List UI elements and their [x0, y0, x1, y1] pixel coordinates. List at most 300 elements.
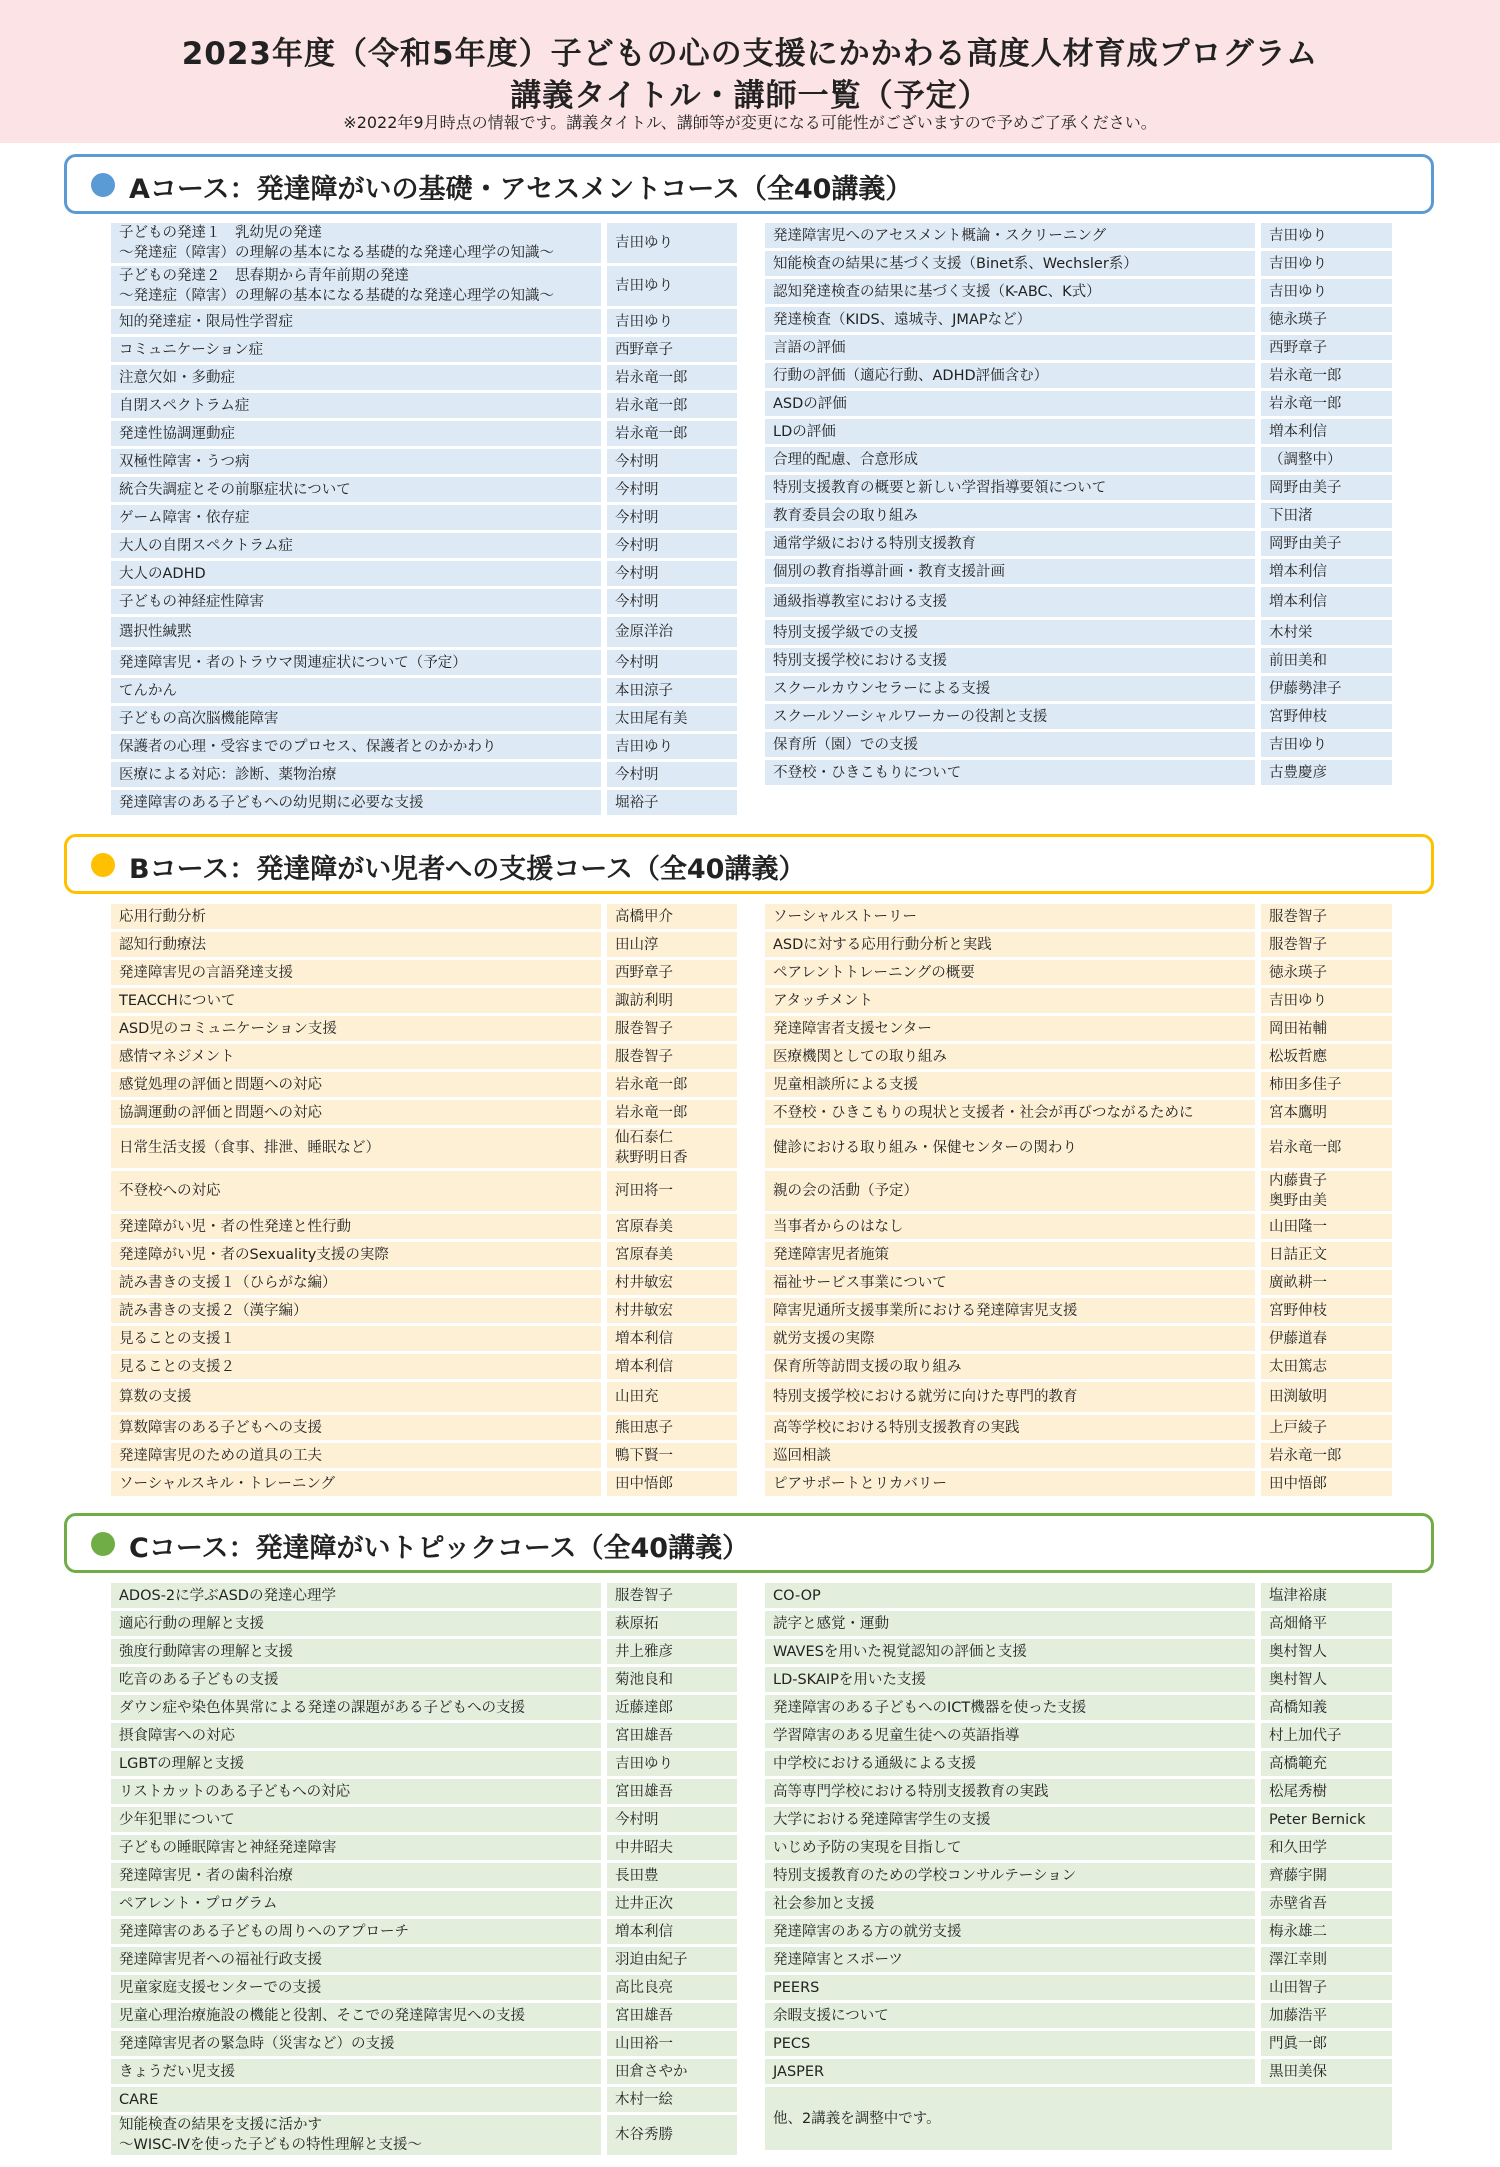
lecturer-name [607, 1835, 737, 1860]
lecturer-name-line: 吉田ゆり [615, 313, 673, 330]
lecture-title [111, 1326, 601, 1351]
lecturer-name-line: 田渕敏明 [1269, 1389, 1327, 1405]
lecturer-name [607, 617, 737, 647]
lecture-row [111, 932, 737, 957]
lecture-title [765, 1975, 1255, 2000]
course-b-left-table [111, 904, 737, 1496]
lecture-title-line: 知的発達症・限局性学習症 [119, 313, 293, 330]
lecture-title-line: 通級指導教室における支援 [773, 594, 947, 610]
lecture-title-line: LDの評価 [773, 423, 836, 440]
lecture-title-line: 合理的配慮、合意形成 [773, 451, 918, 468]
lecturer-name [607, 533, 737, 558]
lecture-title [765, 648, 1255, 673]
lecture-title-line: 子どもの高次脳機能障害 [119, 710, 279, 727]
lecture-row [111, 1695, 737, 1720]
lecturer-name-line: 梅永雄二 [1269, 1923, 1327, 1940]
lecture-title-line: 高等学校における特別支援教育の実践 [773, 1419, 1020, 1436]
lecture-title [765, 1443, 1255, 1468]
lecture-title-line: 巡回相談 [773, 1447, 831, 1464]
lecturer-name [607, 1100, 737, 1125]
lecturer-name [1261, 932, 1392, 957]
lecture-title-line: 自閉スペクトラム症 [119, 397, 250, 414]
lecture-title-line: 発達障害児者への福祉行政支援 [119, 1951, 322, 1968]
lecture-row [765, 1326, 1392, 1351]
lecturer-name [607, 421, 737, 446]
lecture-title-line: 児童心理治療施設の機能と役割、そこでの発達障害児への支援 [119, 2007, 525, 2024]
lecturer-name-line: 岩永竜一郎 [615, 1104, 688, 1121]
lecture-title-line: 保護者の心理・受容までのプロセス、保護者とのかかわり [119, 738, 497, 755]
lecture-title-line: 発達障害児者の緊急時（災害など）の支援 [119, 2035, 395, 2052]
lecture-title [111, 706, 601, 731]
lecture-title-line: 大人のADHD [119, 565, 206, 582]
lecture-row [765, 1919, 1392, 1944]
lecture-title-line: 中学校における通級による支援 [773, 1755, 976, 1772]
lecturer-name [1261, 391, 1392, 416]
lecturer-name [1261, 223, 1392, 248]
lecturer-name [1261, 1270, 1392, 1295]
lecture-row [111, 678, 737, 703]
lecture-title-line: ピアサポートとリカバリー [773, 1475, 947, 1492]
lecture-row [111, 762, 737, 787]
lecture-row [111, 266, 737, 306]
lecture-row [765, 1471, 1392, 1496]
lecturer-name-line: 内藤貴子 [1269, 1173, 1327, 1189]
lecturer-name [1261, 1695, 1392, 1720]
lecturer-name [607, 1270, 737, 1295]
lecture-row [111, 1835, 737, 1860]
lecturer-name-line: 岡野由美子 [1269, 535, 1342, 552]
lecture-title-line: 余暇支援について [773, 2007, 889, 2024]
lecture-title [111, 266, 601, 306]
lecturer-name-line: 宮田雄吾 [615, 2007, 673, 2024]
lecture-title [765, 1863, 1255, 1888]
lecturer-name [607, 762, 737, 787]
lecture-title [765, 1667, 1255, 1692]
lecturer-name-line: 奥村智人 [1269, 1643, 1327, 1660]
lecture-title-line: 言語の評価 [773, 339, 846, 356]
lecture-title-line: 読字と感覚・運動 [773, 1615, 889, 1632]
lecture-title [111, 421, 601, 446]
lecturer-name-line: 吉田ゆり [615, 278, 673, 294]
lecturer-name [1261, 1863, 1392, 1888]
lecture-title [765, 1354, 1255, 1379]
lecture-row [765, 1891, 1392, 1916]
lecturer-name-line: 奥村智人 [1269, 1671, 1327, 1688]
lecturer-name-line: 田倉さやか [615, 2063, 688, 2080]
lecture-title [765, 307, 1255, 332]
lecturer-name [1261, 419, 1392, 444]
lecture-row [111, 1863, 737, 1888]
lecture-title [111, 988, 601, 1013]
lecture-row [111, 1779, 737, 1804]
lecturer-name [607, 2031, 737, 2056]
lecturer-name [1261, 676, 1392, 701]
lecture-title-line: 子どもの発達２ 思春期から青年前期の発達 [119, 268, 409, 284]
lecturer-name [1261, 1382, 1392, 1412]
lecturer-name [607, 1695, 737, 1720]
lecturer-name [1261, 1919, 1392, 1944]
lecture-row [765, 1863, 1392, 1888]
lecture-title-line: 発達障害者支援センター [773, 1020, 932, 1037]
lecture-title-line: 読み書きの支援１（ひらがな編） [119, 1274, 337, 1291]
lecture-title [111, 1611, 601, 1636]
lecture-title [765, 475, 1255, 500]
course-a-right-table [765, 223, 1392, 785]
lecturer-name [1261, 1835, 1392, 1860]
lecturer-name [607, 589, 737, 614]
lecture-title [765, 251, 1255, 276]
lecture-row [765, 335, 1392, 360]
lecturer-name [1261, 1072, 1392, 1097]
lecture-row [111, 2059, 737, 2084]
lecture-title [111, 2003, 601, 2028]
lecturer-name-line: 堀裕子 [615, 794, 659, 811]
lecture-title [111, 1128, 601, 1168]
lecture-title [765, 1298, 1255, 1323]
lecture-title-line: 少年犯罪について [119, 1811, 235, 1828]
lecture-title-line: JASPER [773, 2063, 825, 2080]
lecturer-name [1261, 704, 1392, 729]
lecture-row [111, 1298, 737, 1323]
lecture-title [765, 1751, 1255, 1776]
lecture-title-line: 統合失調症とその前駆症状について [119, 481, 351, 498]
lecturer-name [1261, 1415, 1392, 1440]
lecture-title-line: ASDの評価 [773, 395, 847, 412]
lecture-title-line: 適応行動の理解と支援 [119, 1615, 264, 1632]
lecturer-name-line: 菊池良和 [615, 1671, 673, 1688]
lecture-title-line: PEERS [773, 1979, 820, 1996]
lecture-title-line: アタッチメント [773, 992, 873, 1009]
lecture-title [111, 1863, 601, 1888]
lecture-row [111, 533, 737, 558]
lecture-title [111, 1947, 601, 1972]
lecture-row [765, 475, 1392, 500]
lecturer-name [607, 650, 737, 675]
lecturer-name-line: 山田裕一 [615, 2035, 673, 2052]
lecture-row [765, 391, 1392, 416]
lecturer-name-line: 西野章子 [1269, 339, 1327, 356]
lecture-title [111, 1171, 601, 1211]
lecture-row [765, 1975, 1392, 2000]
lecturer-name [1261, 1326, 1392, 1351]
course-b-right-table [765, 904, 1392, 1496]
lecturer-name [1261, 1583, 1392, 1608]
lecture-title-line: スクールソーシャルワーカーの役割と支援 [773, 708, 1048, 725]
lecturer-name-line: 村上加代子 [1269, 1727, 1342, 1744]
lecture-title-line: 認知発達検査の結果に基づく支援（K-ABC、K式） [773, 283, 1101, 300]
lecture-title-line: LD-SKAIPを用いた支援 [773, 1671, 926, 1688]
lecture-title-line: 発達障害のある方の就労支援 [773, 1923, 962, 1940]
lecture-title [765, 620, 1255, 645]
lecture-row [111, 1016, 737, 1041]
lecture-title [111, 309, 601, 334]
course-c-left-table [111, 1583, 737, 2155]
lecture-title-line: 個別の教育指導計画・教育支援計画 [773, 563, 1005, 580]
lecturer-name-line: 服巻智子 [1269, 936, 1327, 953]
lecture-title [765, 1807, 1255, 1832]
lecturer-name-line: 増本利信 [615, 1923, 673, 1940]
lecturer-name-line: 吉田ゆり [1269, 227, 1327, 244]
lecture-title [111, 1354, 601, 1379]
lecture-row [111, 1171, 737, 1211]
lecture-title-line: 大人の自閉スペクトラム症 [119, 537, 293, 554]
lecture-title [111, 1667, 601, 1692]
lecture-title-line: 発達障害児者施策 [773, 1246, 889, 1263]
lecture-row [111, 1242, 737, 1267]
lecture-title [111, 477, 601, 502]
lecturer-name-line: 近藤達郎 [615, 1699, 673, 1716]
lecture-row [765, 279, 1392, 304]
lecture-title-line: PECS [773, 2035, 811, 2052]
lecture-row [765, 932, 1392, 957]
lecture-row [111, 1326, 737, 1351]
lecture-row [765, 1382, 1392, 1412]
lecturer-name [1261, 988, 1392, 1013]
lecture-title [765, 1128, 1255, 1168]
lecture-title-line: 医療機関としての取り組み [773, 1048, 947, 1065]
lecture-title [111, 1471, 601, 1496]
lecture-title [111, 617, 601, 647]
lecture-row [765, 1695, 1392, 1720]
lecturer-name-line: 吉田ゆり [1269, 736, 1327, 753]
lecture-title-line: 知能検査の結果を支援に活かす [119, 2117, 322, 2133]
circle-icon [91, 173, 115, 197]
lecture-row [765, 447, 1392, 472]
lecturer-name [607, 1415, 737, 1440]
lecture-row [765, 1583, 1392, 1608]
lecturer-name-line: 今村明 [615, 481, 659, 498]
lecturer-name [1261, 279, 1392, 304]
lecture-row [111, 1382, 737, 1412]
lecturer-name-line: 井上雅彦 [615, 1643, 673, 1660]
lecture-title [765, 1695, 1255, 1720]
lecture-title [765, 1919, 1255, 1944]
lecture-row [765, 732, 1392, 757]
lecturer-name [1261, 475, 1392, 500]
lecture-title [111, 1270, 601, 1295]
lecturer-name-line: 増本利信 [615, 1358, 673, 1375]
lecture-row [111, 650, 737, 675]
lecture-title [765, 2087, 1392, 2150]
lecturer-name-line: 今村明 [615, 509, 659, 526]
lecture-title [111, 365, 601, 390]
lecture-title-line: 特別支援学校における支援 [773, 652, 947, 669]
lecture-title [765, 1471, 1255, 1496]
lecturer-name [1261, 1975, 1392, 2000]
lecture-title-line: 子どもの発達１ 乳幼児の発達 [119, 225, 322, 241]
lecturer-name [1261, 503, 1392, 528]
lecturer-name-line: 中井昭夫 [615, 1839, 673, 1856]
lecturer-name [1261, 1242, 1392, 1267]
lecture-row [765, 1242, 1392, 1267]
lecture-title [765, 363, 1255, 388]
lecture-title-line: 特別支援学校における就労に向けた専門的教育 [773, 1389, 1078, 1405]
lecture-title [765, 223, 1255, 248]
lecturer-name [1261, 1639, 1392, 1664]
lecturer-name-line: 今村明 [615, 1811, 659, 1828]
lecture-row [765, 2003, 1392, 2028]
lecture-row [111, 1354, 737, 1379]
lecturer-name [607, 1751, 737, 1776]
lecture-title-line: 発達検査（KIDS、遠城寺、JMAPなど） [773, 311, 1032, 328]
lecture-row [111, 1128, 737, 1168]
lecturer-name [1261, 1443, 1392, 1468]
page-title: 2023年度（令和5年度）子どもの心の支援にかかわる高度人材育成プログラム [181, 36, 1319, 72]
lecturer-name-line: 木村栄 [1269, 624, 1313, 641]
lecture-title [111, 678, 601, 703]
lecture-title [111, 904, 601, 929]
lecture-title [765, 760, 1255, 785]
lecture-row [111, 2087, 737, 2112]
lecturer-name-line: 今村明 [615, 654, 659, 671]
lecture-row [111, 1919, 737, 1944]
course-c-header [64, 1513, 1434, 1573]
lecture-title-line: ペアレントトレーニングの概要 [773, 964, 975, 981]
lecturer-name [1261, 1128, 1392, 1168]
lecture-title-line: 就労支援の実際 [773, 1330, 875, 1347]
lecture-title-line: てんかん [119, 682, 177, 699]
lecturer-name [1261, 1044, 1392, 1069]
course-a-header [64, 154, 1434, 214]
lecture-row [111, 2115, 737, 2155]
lecture-title-line: 発達障害とスポーツ [773, 1951, 903, 1968]
lecturer-name-line: 今村明 [615, 537, 659, 554]
lecture-title-line: CO-OP [773, 1587, 821, 1604]
lecturer-name-line: 高橋甲介 [615, 908, 673, 925]
lecturer-name [1261, 2003, 1392, 2028]
lecturer-name-line: 金原洋治 [615, 624, 673, 640]
lecturer-name-line: 齊藤宇開 [1269, 1867, 1327, 1884]
lecture-row [765, 1298, 1392, 1323]
lecture-title [765, 1242, 1255, 1267]
lecture-title-line: 応用行動分析 [119, 908, 206, 925]
lecturer-name [607, 1471, 737, 1496]
lecture-title [111, 1016, 601, 1041]
lecture-title-line: 吃音のある子どもの支援 [119, 1671, 279, 1688]
lecturer-name-line: 西野章子 [615, 964, 673, 981]
lecture-title-line: 健診における取り組み・保健センターの関わり [773, 1140, 1077, 1156]
lecture-title-line: きょうだい児支援 [119, 2063, 235, 2080]
lecturer-name [607, 309, 737, 334]
lecturer-name [607, 1214, 737, 1239]
lecture-title-line: 感情マネジメント [119, 1048, 235, 1065]
lecturer-name-line: 塩津裕康 [1269, 1587, 1327, 1604]
lecturer-name-line: 村井敏宏 [615, 1274, 673, 1291]
lecturer-name [607, 2087, 737, 2112]
lecturer-name-line: 高橋知義 [1269, 1699, 1327, 1716]
lecture-row [765, 2059, 1392, 2084]
lecture-title [111, 533, 601, 558]
lecture-row [111, 1975, 737, 2000]
lecturer-name-line: 河田将一 [615, 1183, 673, 1199]
lecturer-name-line: 岩永竜一郎 [615, 425, 688, 442]
lecturer-name-line: 下田渚 [1269, 507, 1313, 524]
lecturer-name [607, 365, 737, 390]
lecture-row [111, 1443, 737, 1468]
lecture-title [111, 1415, 601, 1440]
lecturer-name-line: 宮原春美 [615, 1218, 673, 1235]
lecturer-name [607, 706, 737, 731]
lecturer-name-line: 徳永瑛子 [1269, 311, 1327, 328]
lecture-row [765, 904, 1392, 929]
lecturer-name-line: 吉田ゆり [615, 235, 673, 251]
lecture-title [111, 1723, 601, 1748]
lecturer-name [1261, 1471, 1392, 1496]
lecture-title-line: ～WISC-Ⅳを使った子どもの特性理解と支援～ [119, 2137, 423, 2153]
lecturer-name [1261, 1751, 1392, 1776]
lecture-title [765, 1100, 1255, 1125]
lecturer-name-line: 柿田多佳子 [1269, 1076, 1342, 1093]
lecture-title-line: 障害児通所支援事業所における発達障害児支援 [773, 1302, 1078, 1319]
lecture-title-line: 高等専門学校における特別支援教育の実践 [773, 1783, 1049, 1800]
lecture-title-line: 特別支援教育の概要と新しい学習指導要領について [773, 479, 1107, 496]
lecture-title-line: ～発達症（障害）の理解の基本になる基礎的な発達心理学の知識～ [119, 288, 554, 304]
lecturer-name-line: 長田豊 [615, 1867, 659, 1884]
lecture-row [111, 904, 737, 929]
lecture-row [111, 393, 737, 418]
lecture-row [111, 421, 737, 446]
lecturer-name [1261, 2031, 1392, 2056]
lecture-row [765, 307, 1392, 332]
lecture-row [111, 1611, 737, 1636]
lecture-title [111, 2031, 601, 2056]
lecture-row [765, 1443, 1392, 1468]
lecture-row [765, 988, 1392, 1013]
lecturer-name-line: 増本利信 [615, 1330, 673, 1347]
lecturer-name [1261, 648, 1392, 673]
lecture-row [765, 503, 1392, 528]
lecturer-name-line: 宮田雄吾 [615, 1727, 673, 1744]
lecture-title-line: ソーシャルスキル・トレーニング [119, 1475, 336, 1492]
lecturer-name [607, 1171, 737, 1211]
lecturer-name-line: 熊田恵子 [615, 1419, 673, 1436]
lecturer-name-line: 増本利信 [1269, 423, 1327, 440]
lecturer-name-line: 伊藤勢津子 [1269, 680, 1342, 697]
lecture-title-line: 医療による対応：診断、薬物治療 [119, 766, 337, 783]
lecture-title [111, 589, 601, 614]
lecturer-name [607, 2003, 737, 2028]
lecture-row [111, 337, 737, 362]
lecture-title [765, 279, 1255, 304]
lecture-row [111, 1723, 737, 1748]
lecture-title [765, 960, 1255, 985]
lecture-title [111, 1443, 601, 1468]
lecturer-name-line: 服巻智子 [615, 1020, 673, 1037]
lecturer-name [607, 1975, 737, 2000]
lecturer-name-line: 増本利信 [1269, 594, 1327, 610]
lecture-title [111, 1751, 601, 1776]
lecturer-name-line: 村井敏宏 [615, 1302, 673, 1319]
lecture-title [111, 1975, 601, 2000]
lecture-row [111, 223, 737, 263]
lecturer-name-line: 赤壁省吾 [1269, 1895, 1327, 1912]
lecturer-name [1261, 335, 1392, 360]
lecturer-name-line: 山田智子 [1269, 1979, 1327, 1996]
lecturer-name-line: 古豊慶彦 [1269, 764, 1327, 781]
lecture-title-line: 保育所（園）での支援 [773, 736, 918, 753]
lecture-title-line: 他、2講義を調整中です。 [773, 2110, 941, 2127]
lecturer-name-line: 岡野由美子 [1269, 479, 1342, 496]
lecture-title-line: スクールカウンセラーによる支援 [773, 680, 991, 697]
lecturer-name [1261, 559, 1392, 584]
lecture-row [765, 1835, 1392, 1860]
lecture-title-line: ゲーム障害・依存症 [119, 509, 250, 526]
lecturer-name [607, 393, 737, 418]
lecture-row [765, 1044, 1392, 1069]
lecturer-name-line: 今村明 [615, 593, 659, 610]
course-a-left-table [111, 223, 737, 815]
lecture-title [765, 1270, 1255, 1295]
